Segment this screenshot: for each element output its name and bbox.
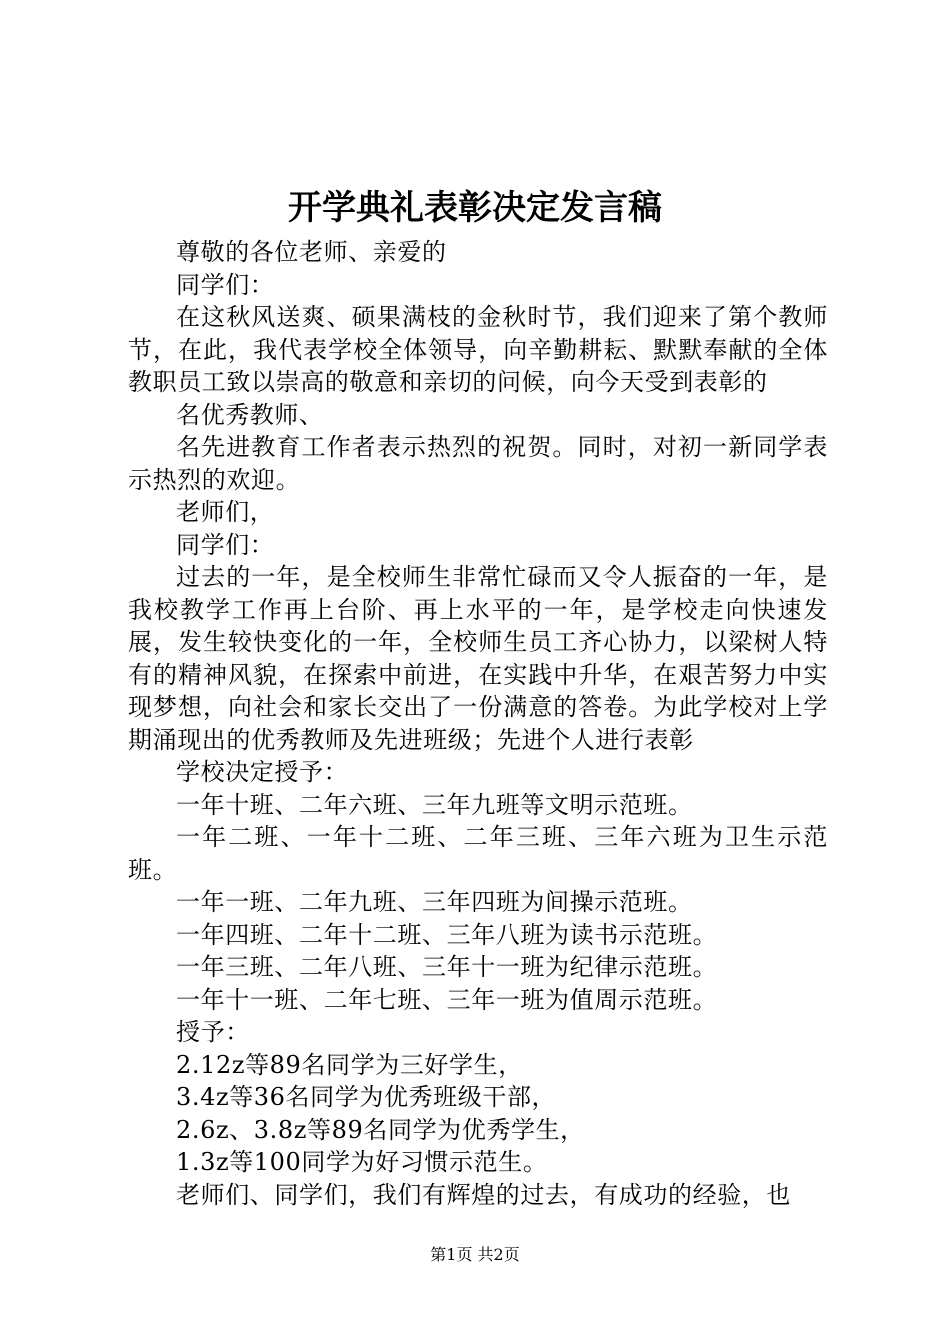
list-item-good-habit-students: 1.3z等100同学为好习惯示范生。 [176,1148,548,1176]
paragraph-congrats: 名先进教育工作者表示热烈的祝贺。同时，对初一新同学表示热烈的欢迎。 [128,433,828,494]
paragraph-salutation-2: 同学们： [176,270,275,299]
paragraph-review: 过去的一年，是全校师生非常忙碌而又令人振奋的一年，是我校教学工作再上台阶、再上水平的一年，是学校走向快速发展，发生较快变化的一年，全校师生员工齐心协力，以梁树人特有的精神风貌，在探索中前进，在实践中升华，在艰苦努力中实现梦想，向社会和家长交出了一份满意的答卷。为此学校对上学期涌现出的优秀教师及先进班级；先进个人进行表彰 [128,563,828,754]
list-item-civilized-class: 一年十班、二年六班、三年九班等文明示范班。 [176,790,693,819]
list-item-reading-class: 一年四班、二年十二班、三年八班为读书示范班。 [176,920,718,949]
list-item-exercise-class: 一年一班、二年九班、三年四班为间操示范班。 [176,888,693,916]
page-number-footer: 第1页 共2页 [430,1245,520,1264]
list-item-discipline-class: 一年三班、二年八班、三年十一班为纪律示范班。 [176,953,718,981]
paragraph-award: 授予： [176,1018,250,1046]
list-item-excellent-students: 2.6z、3.8z等89名同学为优秀学生， [176,1115,585,1144]
paragraph-address-teachers: 老师们， [176,498,275,526]
document-title: 开学典礼表彰决定发言稿 [288,188,662,228]
document-body [128,236,828,1211]
paragraph-teachers: 名优秀教师、 [176,400,324,429]
list-item-merit-students: 2.12z等89名同学为三好学生， [176,1050,523,1079]
list-item-duty-class: 一年十一班、二年七班、三年一班为值周示范班。 [176,985,718,1014]
paragraph-salutation-1: 尊敬的各位老师、亲爱的 [176,238,447,266]
paragraph-address-students: 同学们： [176,530,275,559]
paragraph-decision: 学校决定授予： [176,758,349,786]
list-item-class-leaders: 3.4z等36名同学为优秀班级干部， [176,1083,557,1111]
list-item-hygiene-class: 一年二班、一年十二班、二年三班、三年六班为卫生示范班。 [128,823,828,884]
paragraph-intro: 在这秋风送爽、硕果满枝的金秋时节，我们迎来了第个教师节，在此，我代表学校全体领导，向辛勤耕耘、默默奉献的全体教职员工致以崇高的敬意和亲切的问候，向今天受到表彰的 [128,303,828,396]
paragraph-closing: 老师们、同学们，我们有辉煌的过去，有成功的经验，也 [176,1180,791,1209]
